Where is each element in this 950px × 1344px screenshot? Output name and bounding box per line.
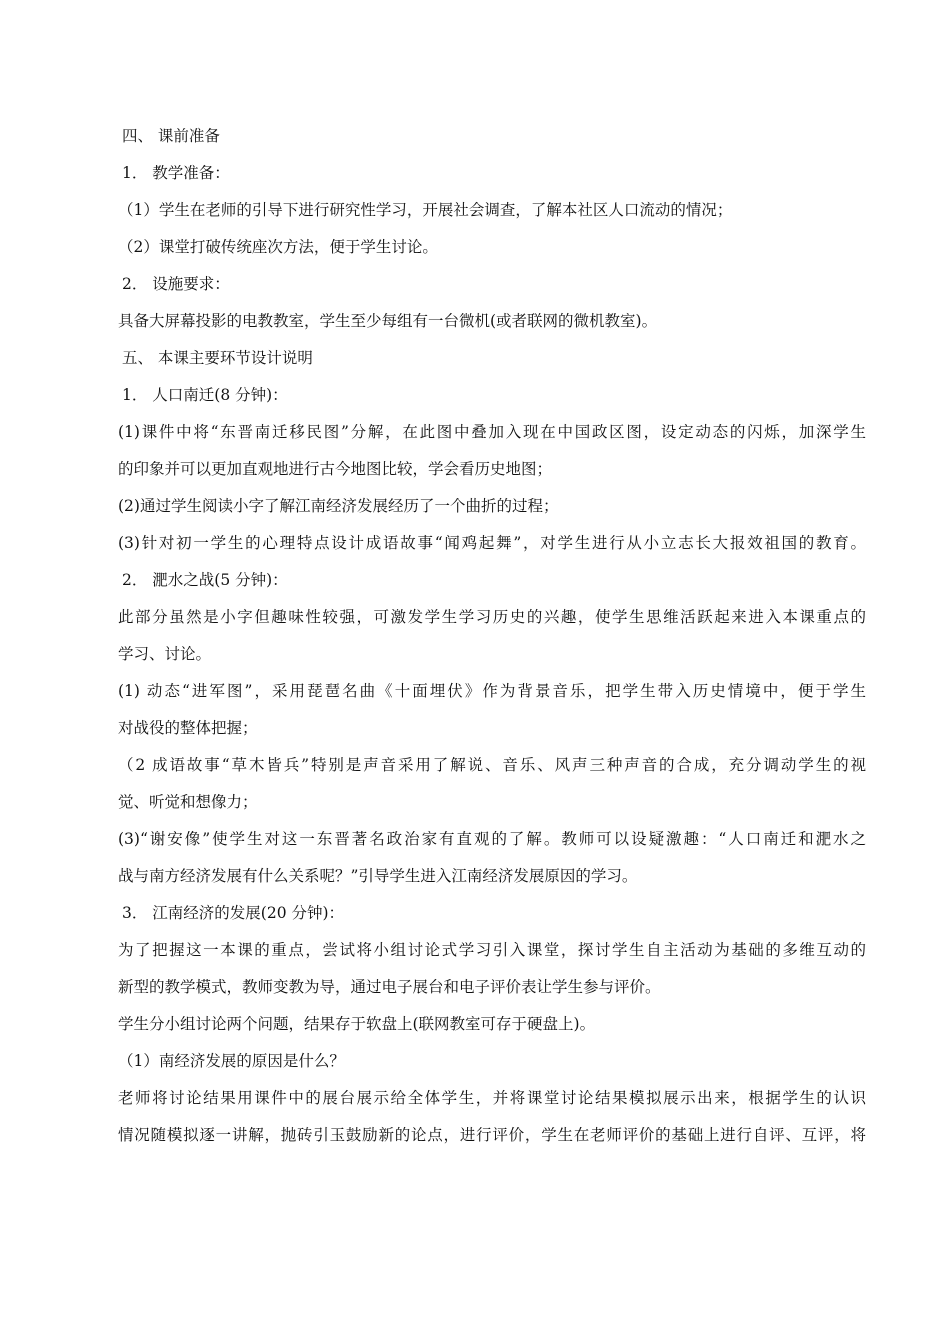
paragraph-line: 战与南方经济发展有什么关系呢？”引导学生进入江南经济发展原因的学习。 [118, 867, 638, 885]
paragraph-line: (3)“谢安像”使学生对这一东晋著名政治家有直观的了解。教师可以设疑激趣：“人口南迁和淝水之 [118, 830, 866, 848]
paragraph-line: 学习、讨论。 [118, 645, 212, 663]
paragraph-line: （1）学生在老师的引导下进行研究性学习，开展社会调查，了解本社区人口流动的情况； [118, 201, 733, 219]
paragraph-line: 觉、听觉和想像力； [118, 793, 258, 811]
paragraph-line: 新型的教学模式，教师变教为导，通过电子展台和电子评价表让学生参与评价。 [118, 978, 661, 996]
paragraph-line: 对战役的整体把握； [118, 719, 258, 737]
paragraph-line: (1) 动态“进军图”，采用琵琶名曲《十面埋伏》作为背景音乐，把学生带入历史情境中，便于学生 [118, 682, 866, 700]
paragraph-line: 具备大屏幕投影的电教教室，学生至少每组有一台微机(或者联网的微机教室)。 [118, 312, 658, 330]
paragraph-line: （2 成语故事“草木皆兵”特别是声音采用了解说、音乐、风声三种声音的合成，充分调动学生的视 [118, 756, 866, 774]
paragraph-line: 为了把握这一本课的重点，尝试将小组讨论式学习引入课堂，探讨学生自主活动为基础的多维互动的 [118, 941, 866, 959]
paragraph-line: （2）课堂打破传统座次方法，便于学生讨论。 [118, 238, 438, 256]
section-heading-preparation: 四、 课前准备 [122, 127, 220, 145]
paragraph-line: (2)通过学生阅读小字了解江南经济发展经历了一个曲折的过程； [118, 497, 559, 515]
section-heading-design-notes: 五、 本课主要环节设计说明 [122, 349, 313, 367]
paragraph-line: 的印象并可以更加直观地进行古今地图比较，学会看历史地图； [118, 460, 553, 478]
subheading-teaching-preparation: 1． 教学准备： [122, 164, 230, 182]
subheading-population-migration: 1． 人口南迁(8 分钟)： [122, 386, 288, 404]
paragraph-line: (3)针对初一学生的心理特点设计成语故事“闻鸡起舞”，对学生进行从小立志长大报效祖国的教育。 [118, 534, 866, 552]
paragraph-line: (1)课件中将“东晋南迁移民图”分解，在此图中叠加入现在中国政区图，设定动态的闪烁，加深学生 [118, 423, 866, 441]
subheading-jiangnan-economy: 3． 江南经济的发展(20 分钟)： [122, 904, 345, 922]
subheading-battle-of-feishui: 2． 淝水之战(5 分钟)： [122, 571, 288, 589]
document-body [118, 118, 866, 1154]
paragraph-line: 学生分小组讨论两个问题，结果存于软盘上(联网教室可存于硬盘上)。 [118, 1015, 596, 1033]
subheading-facility-requirements: 2． 设施要求： [122, 275, 230, 293]
paragraph-line: 情况随模拟逐一讲解，抛砖引玉鼓励新的论点，进行评价，学生在老师评价的基础上进行自评、互评，将 [118, 1126, 866, 1144]
paragraph-line: 此部分虽然是小字但趣味性较强，可激发学生学习历史的兴趣，使学生思维活跃起来进入本课重点的 [118, 608, 866, 626]
paragraph-line: 老师将讨论结果用课件中的展台展示给全体学生，并将课堂讨论结果模拟展示出来，根据学生的认识 [118, 1089, 866, 1107]
paragraph-line: （1）南经济发展的原因是什么？ [118, 1052, 345, 1070]
